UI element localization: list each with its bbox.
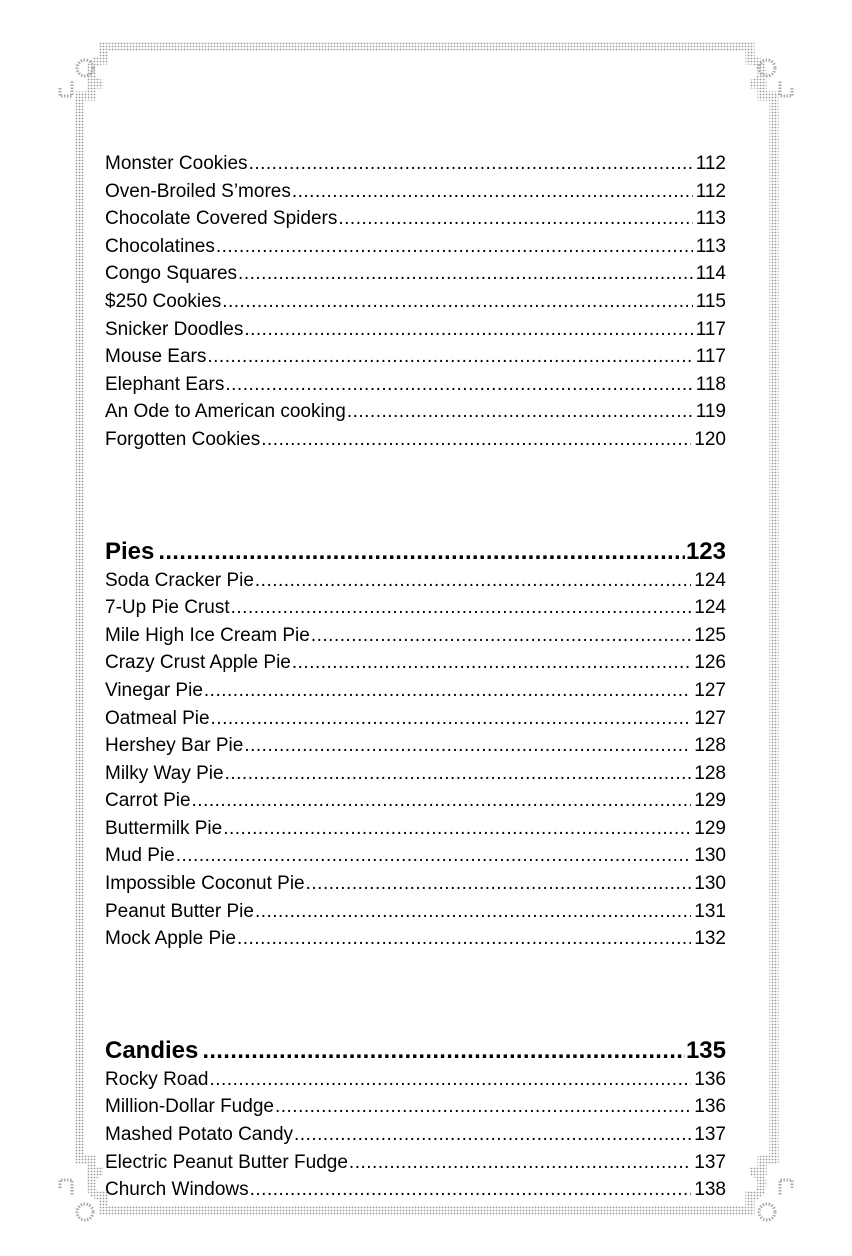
toc-entry-page: 117 [695,346,726,368]
section-heading [105,1036,726,1066]
toc-entry-page: 127 [694,707,726,729]
dot-leader [349,1149,691,1177]
toc-entry-title: 7-Up Pie Crust [105,597,230,619]
dot-leader [292,178,693,206]
dot-leader [261,426,691,454]
toc-entry-title: Mock Apple Pie [105,928,236,950]
dot-leader [237,925,691,953]
toc-entry-page: 128 [694,762,726,784]
dot-leader [244,732,691,760]
toc-entry-page: 138 [694,1179,726,1201]
toc-section [105,537,726,953]
toc-entry-title: Electric Peanut Butter Fudge [105,1151,348,1173]
toc-section [105,1036,726,1204]
dot-leader [238,260,693,288]
toc-entry-page: 136 [694,1068,726,1090]
dot-leader [338,205,692,233]
dot-leader [207,343,692,371]
toc-entry-title: Oatmeal Pie [105,707,210,729]
toc-entry [105,649,726,677]
toc-entry [105,898,726,926]
toc-entry [105,1121,726,1149]
toc-entry-page: 137 [694,1124,726,1146]
toc-entry [105,178,726,206]
toc-entry-title: Chocolatines [105,235,215,257]
toc-entry-title: Forgotten Cookies [105,428,261,450]
section-heading-page: 123 [685,537,726,565]
toc-entry [105,205,726,233]
toc-entry-title: Church Windows [105,1179,249,1201]
section-heading-title: Pies [105,537,155,565]
toc-entry-page: 113 [695,235,726,257]
toc-entry-page: 124 [694,597,726,619]
toc-entry-page: 112 [695,153,726,174]
section-heading-page: 135 [685,1036,726,1064]
toc-entry [105,426,726,454]
toc-entry-page: 112 [695,180,726,202]
toc-entry [105,622,726,650]
toc-entry-title: Chocolate Covered Spiders [105,208,338,230]
toc-entry-title: Crazy Crust Apple Pie [105,652,291,674]
toc-entry-page: 127 [694,679,726,701]
toc-entry [105,705,726,733]
toc-entry [105,732,726,760]
dot-leader [275,1093,691,1121]
toc-entry-page: 129 [694,790,726,812]
toc-entry-title: Million-Dollar Fudge [105,1096,274,1118]
toc-entry-page: 124 [694,569,726,591]
toc-entry-title: Snicker Doodles [105,318,244,340]
toc-entry-page: 129 [694,817,726,839]
dot-leader [255,567,691,595]
toc-entry-title: Mouse Ears [105,346,207,368]
toc-entry-title: Vinegar Pie [105,679,203,701]
dot-leader [347,398,693,426]
dot-leader [306,870,692,898]
toc-entry [105,842,726,870]
dot-leader [231,594,692,622]
toc-entry-title: Mile High Ice Cream Pie [105,624,310,646]
toc-entry-title: Monster Cookies [105,153,248,174]
dot-leader [225,760,692,788]
toc-entry-page: 132 [694,928,726,950]
toc-entry-page: 137 [694,1151,726,1173]
toc-entry-page: 117 [695,318,726,340]
toc-entry-title: $250 Cookies [105,290,222,312]
toc-entry [105,288,726,316]
dot-leader [294,1121,691,1149]
toc-entry [105,398,726,426]
toc-entry [105,787,726,815]
toc-entry [105,677,726,705]
dot-leader [250,1176,692,1204]
toc-entry [105,1176,726,1204]
toc-entry-page: 118 [695,373,726,395]
toc-entry [105,343,726,371]
toc-entry-title: Mashed Potato Candy [105,1124,294,1146]
dot-leader [255,898,691,926]
dot-leader [204,677,691,705]
toc-entry [105,870,726,898]
section-heading [105,537,726,567]
toc-entry-page: 125 [694,624,726,646]
toc-entry-title: Milky Way Pie [105,762,224,784]
toc-entry [105,925,726,953]
toc-entry [105,1149,726,1177]
toc-section [105,150,726,454]
toc-entry [105,815,726,843]
toc-entry [105,567,726,595]
toc-entry-title: An Ode to American cooking [105,401,346,423]
dot-leader [311,622,691,650]
toc-entry-title: Carrot Pie [105,790,191,812]
toc-entry-title: Elephant Ears [105,373,225,395]
toc-entry-page: 114 [695,263,726,285]
toc-entry-page: 136 [694,1096,726,1118]
toc-entry [105,233,726,261]
table-of-contents [105,150,726,1204]
toc-entry-title: Oven-Broiled S’mores [105,180,291,202]
toc-entry-title: Impossible Coconut Pie [105,873,305,895]
toc-entry-page: 130 [694,845,726,867]
dot-leader [223,815,691,843]
dot-leader [192,787,692,815]
dot-leader [176,842,692,870]
dot-leader [202,1036,685,1066]
dot-leader [158,537,685,567]
dot-leader [210,1066,692,1094]
dot-leader [292,649,691,677]
toc-entry-title: Soda Cracker Pie [105,569,254,591]
toc-entry-page: 126 [694,652,726,674]
toc-entry-title: Hershey Bar Pie [105,735,244,757]
toc-entry [105,316,726,344]
toc-entry [105,150,726,178]
toc-entry-title: Congo Squares [105,263,238,285]
dot-leader [222,288,693,316]
toc-entry [105,760,726,788]
toc-entry-title: Rocky Road [105,1068,209,1090]
toc-entry [105,371,726,399]
toc-entry-page: 113 [695,208,726,230]
toc-entry-page: 130 [694,873,726,895]
toc-entry-page: 128 [694,735,726,757]
dot-leader [211,705,692,733]
dot-leader [216,233,693,261]
toc-entry [105,260,726,288]
dot-leader [249,150,693,178]
toc-entry [105,594,726,622]
toc-entry-title: Mud Pie [105,845,175,867]
section-heading-title: Candies [105,1036,199,1064]
dot-leader [225,371,692,399]
toc-entry-title: Buttermilk Pie [105,817,223,839]
toc-entry [105,1066,726,1094]
toc-entry [105,1093,726,1121]
dot-leader [244,316,692,344]
toc-entry-page: 115 [695,290,726,312]
toc-entry-page: 120 [694,428,726,450]
toc-entry-title: Peanut Butter Pie [105,900,254,922]
toc-entry-page: 119 [695,401,726,423]
toc-entry-page: 131 [694,900,726,922]
